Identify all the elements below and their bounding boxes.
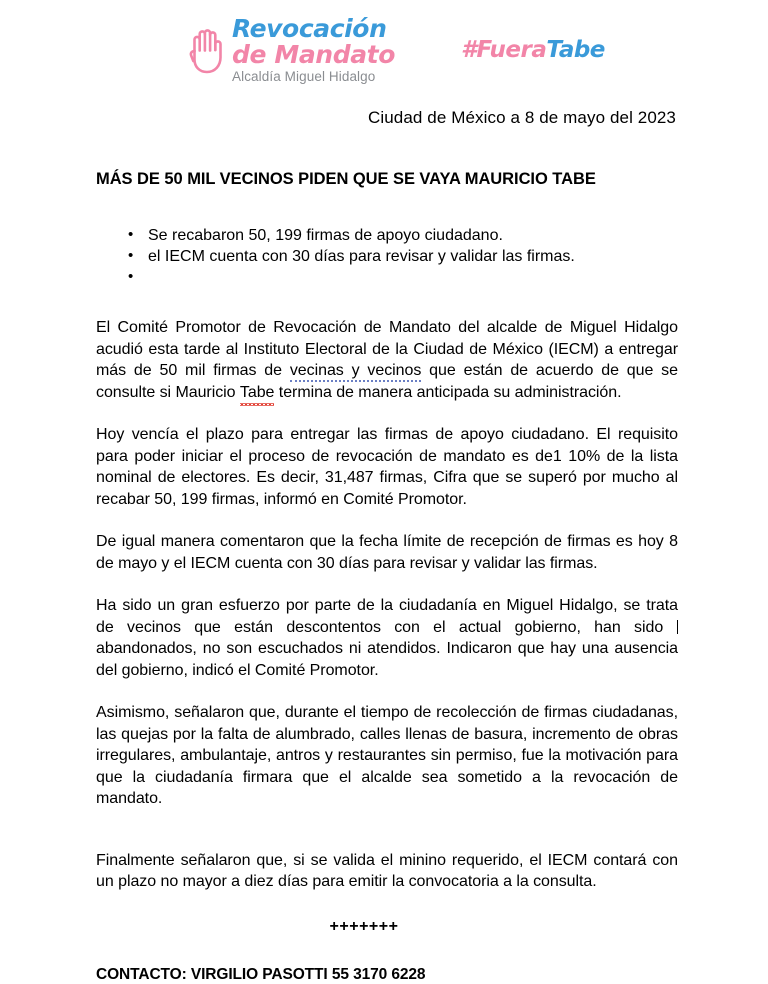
paragraph-3: De igual manera comentaron que la fecha límite de recepción de firmas es hoy 8 de mayo y el IECM cuenta con 30 días para revisar y validar las firmas. xyxy=(96,533,678,572)
logo-line-alcaldia: Alcaldía Miguel Hidalgo xyxy=(232,69,376,85)
logo-line-revocacion: Revocación xyxy=(232,14,387,44)
document-body xyxy=(0,108,768,984)
hashtag-fueratabe xyxy=(461,37,605,63)
paragraph-6: Finalmente señalaron que, si se valida el minino requerido, el IECM contará con un plazo no mayor a diez días para emitir la convocatoria a la consulta. xyxy=(96,851,678,890)
letterhead xyxy=(0,0,768,86)
paragraph-4-text-b: abandonados, no son escuchados ni atendidos. Indicaron que hay una ausencia del gobierno, indicó el Comité Promotor. xyxy=(96,640,678,679)
logo-wordmark xyxy=(232,16,395,84)
grammar-flagged-phrase: vecinas y vecinos xyxy=(290,362,421,382)
open-hand-icon xyxy=(186,25,228,75)
paragraph-4-text-a: Ha sido un gran esfuerzo por parte de la ciudadanía en Miguel Hidalgo, se trata de vecinos que están descontentos con el actual gobierno, han sido xyxy=(96,597,678,636)
key-points-list xyxy=(96,225,678,287)
hashtag-pink-part: #Fuera xyxy=(461,37,547,63)
list-item: • Se recabaron 50, 199 firmas de apoyo ciudadano. xyxy=(148,225,678,246)
list-item xyxy=(148,267,678,287)
paragraph-2: Hoy vencía el plazo para entregar las firmas de apoyo ciudadano. El requisito para poder iniciar el proceso de revocación de mandato es de1 10% de la lista nominal de electores. Es decir, 31,487 firmas, Cifra que se superó por mucho al recabar 50, 199 firmas, informó en Comité Promotor. xyxy=(96,426,678,508)
revocacion-logo xyxy=(186,16,395,84)
dateline: Ciudad de México a 8 de mayo del 2023 xyxy=(367,108,676,127)
plus-divider: +++++++ xyxy=(329,917,399,935)
contact-line: CONTACTO: VIRGILIO PASOTTI 55 3170 6228 xyxy=(96,965,426,983)
paragraph-1 xyxy=(96,317,678,403)
spellcheck-flagged-word: Tabe xyxy=(240,382,275,404)
logo-line-de-mandato: de Mandato xyxy=(232,40,395,70)
paragraph-1-text-a: El Comité Promotor de Revocación de Mandato del alcalde de Miguel Hidalgo acudió esta tarde al Instituto Electoral de la Ciudad de México (IECM) a entregar más de 50 mil firmas de xyxy=(96,319,678,379)
paragraph-1-text-b: que están de acuerdo de que se consulte si Mauricio xyxy=(96,362,678,401)
list-item: • el IECM cuenta con 30 días para revisar y validar las firmas. xyxy=(148,246,678,267)
text-cursor xyxy=(677,620,678,634)
hashtag-blue-part: Tabe xyxy=(546,37,605,63)
paragraph-1-text-c: termina de manera anticipada su administración. xyxy=(274,383,622,401)
paragraph-4 xyxy=(96,595,678,681)
page-title: MÁS DE 50 MIL VECINOS PIDEN QUE SE VAYA MAURICIO TABE xyxy=(96,170,596,188)
paragraph-5: Asimismo, señalaron que, durante el tiempo de recolección de firmas ciudadanas, las quejas por la falta de alumbrado, calles llenas de basura, incremento de obras irregulares, ambulantaje, antros y restaurantes sin permiso, fue la motivación para que la ciudadanía firmara que el alcalde sea sometido a la revocación de mandato. xyxy=(96,704,678,807)
